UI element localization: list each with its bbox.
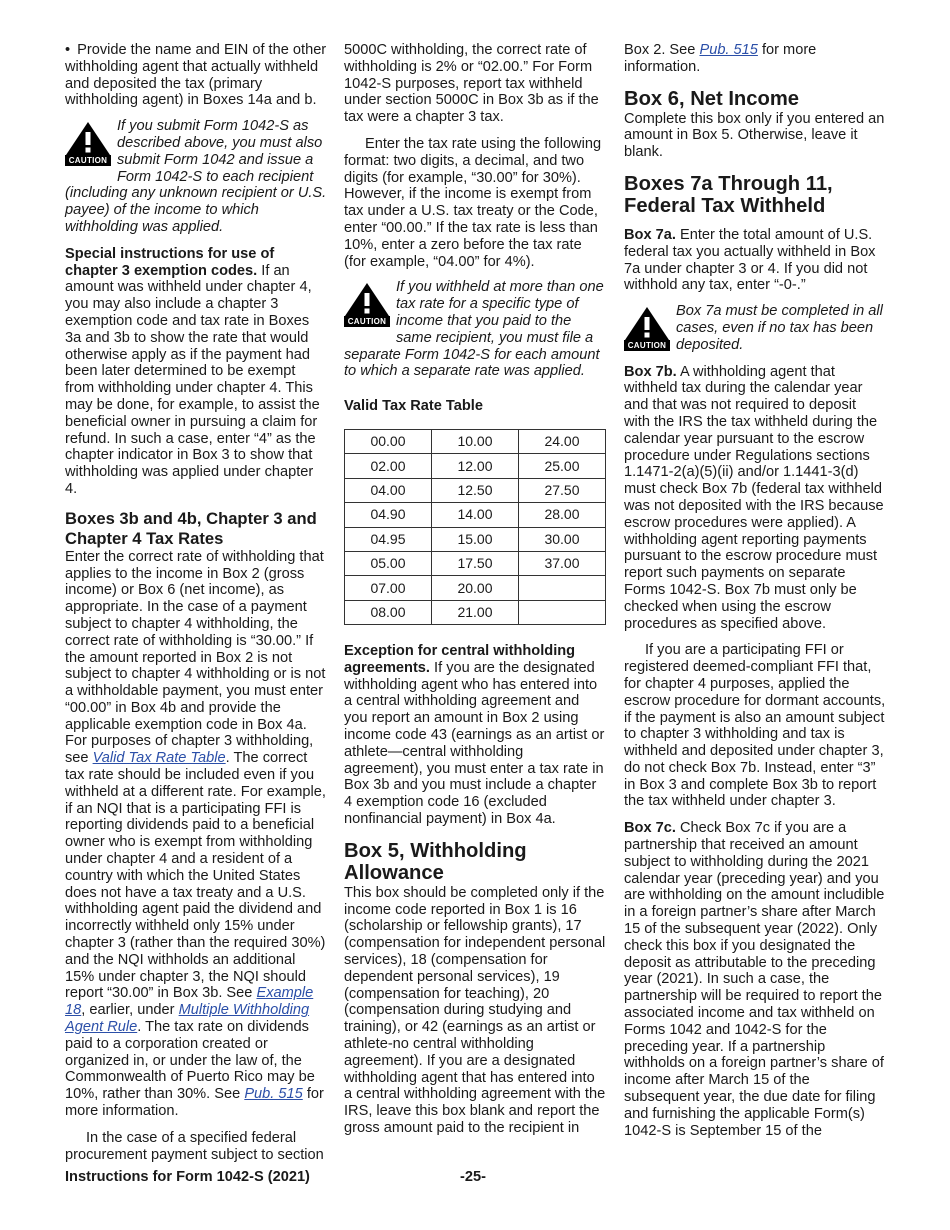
table-row [345, 527, 606, 551]
paragraph: Box 2. See Pub. 515 for more information. [624, 42, 817, 75]
table-cell: 27.50 [519, 478, 606, 502]
pub-515-link[interactable]: Pub. 515 [699, 42, 758, 58]
box-7c-paragraph: Box 7c. Check Box 7c if you are a partnership that received an amount subject to withholding during the 2021 calendar year (preceding year) and you are withholding on the amount includible in a foreign partner’s share after March 15 of the subsequent year (2022). Only check this box if you designated the deposit as attributable to the preceding year (2021). In such a case, the partnership will be required to report the associated income and tax withheld on Forms 1042 and 1042-S for the preceding year. If a partnership withholds on a foreign partner’s share of income after March 15 of the subsequent year, the due date for filing and furnishing the applicable Form(s) 1042-S is September 15 of the [624, 820, 885, 1139]
table-cell: 25.00 [519, 454, 606, 478]
run-in-heading: Box 7b. [624, 363, 677, 380]
section-heading: Boxes 3b and 4b, Chapter 3 and Chapter 4 Tax Rates [65, 508, 317, 548]
paragraph: 5000C withholding, the correct rate of withholding is 2% or “02.00.” For Form 1042-S purposes, report tax withheld under section 5000C in Box 3b as if the tax were a chapter 3 tax. [344, 42, 599, 126]
table-cell: 00.00 [345, 429, 432, 453]
table-cell: 37.00 [519, 551, 606, 575]
caution-label: CAUTION [65, 155, 111, 166]
section-heading: Box 6, Net Income [624, 87, 800, 110]
column-2 [344, 42, 606, 1137]
valid-tax-rate-table [344, 429, 606, 625]
valid-tax-rate-table-link[interactable]: Valid Tax Rate Table [92, 750, 226, 767]
run-in-heading: Exception for central withholding agreements. [344, 643, 576, 676]
table-row [345, 454, 606, 478]
table-cell: 04.95 [345, 527, 432, 551]
table-cell: 05.00 [345, 551, 432, 575]
table-cell: 17.50 [432, 551, 519, 575]
caution-note-2 [344, 279, 606, 380]
table-cell [519, 600, 606, 624]
paragraph: If you are a participating FFI or registered deemed-compliant FFI that, for chapter 4 purposes, applied the escrow procedure for dormant accounts, if the payment is also an amount subject to chapter 3 withholding and tax is withheld and deposited under chapter 3, do not check Box 7b. Instead, enter “3” in Box 3 and complete Box 3b to report the tax withheld under chapter 3. [624, 642, 886, 810]
column-1 [65, 42, 327, 1163]
box-7a-paragraph: Box 7a. Enter the total amount of U.S. federal tax you actually withheld in Box 7a under chapter 3 or 4. If you did not withhold any tax, enter “-0-.” [624, 226, 876, 294]
table-cell: 12.00 [432, 454, 519, 478]
box-7b-paragraph: Box 7b. A withholding agent that withheld tax during the calendar year and that was not required to deposit with the IRS the tax withheld during the calendar year pursuant to the escrow procedure under Regulations sections 1.1471-2(a)(5)(ii) and/or 1.1441-3(d) must check Box 7b (federal tax withheld was not deposited with the IRS because escrow procedures were applied). A withholding agent reporting payments pursuant to the escrow procedure must report such payments on separate Forms 1042-S. Box 7b must only be checked when using the escrow procedures as specified above. [624, 363, 884, 632]
table-row [345, 576, 606, 600]
pub-515-link[interactable]: Pub. 515 [244, 1086, 303, 1103]
caution-text: If you submit Form 1042-S as described above, you must also submit Form 1042 and issue a Form 1042-S to each recipient (including any unknown recipient or U.S. payee) of the income to which withholding was applied. [65, 118, 327, 235]
page-number: -25- [460, 1169, 486, 1185]
caution-icon [624, 306, 670, 354]
caution-icon [344, 282, 390, 330]
table-row [345, 600, 606, 624]
table-cell: 28.00 [519, 503, 606, 527]
run-in-heading: Box 7c. [624, 820, 676, 837]
section-heading: Box 5, Withholding Allowance [344, 839, 527, 884]
table-row [345, 478, 606, 502]
table-cell: 08.00 [345, 600, 432, 624]
table-cell: 04.00 [345, 478, 432, 502]
table-cell: 07.00 [345, 576, 432, 600]
multiple-withholding-agent-rule-link[interactable]: Multiple Withholding Agent Rule [65, 1002, 310, 1036]
exception-paragraph: Exception for central withholding agreements. If you are the designated withholding agent who has entered into a central withholding agreement and you report an amount in Box 2 using income code 43 (earnings as an artist or athlete—central withholding agreement), you must enter a tax rate in Box 3b and you must include a chapter 4 exemption code 16 (excluded nonfinancial payment) in Box 4a. [344, 643, 605, 828]
table-row [345, 503, 606, 527]
section-heading: Boxes 7a Through 11, Federal Tax Withheld [624, 172, 833, 217]
caution-text: If you withheld at more than one tax rate for a specific type of income that you paid to the same recipient, you must file a separate Form 1042-S for each amount to which a separate rate was applied. [344, 279, 604, 380]
table-cell: 15.00 [432, 527, 519, 551]
caution-icon [65, 121, 111, 169]
footer-title: Instructions for Form 1042-S (2021) [65, 1169, 310, 1185]
table-cell: 04.90 [345, 503, 432, 527]
table-cell: 10.00 [432, 429, 519, 453]
paragraph: This box should be completed only if the income code reported in Box 1 is 16 (scholarship or fellowship grants), 17 (compensation for independent personal services), 18 (compensation for dependent personal services), 19 (compensation for teaching), 20 (compensation during studying and training), or 42 (earnings as an artist or athlete-no central withholding agreement). If you are a designated withholding agent that has entered into a central withholding agreement with the IRS, leave this box blank and report the gross amount paid to the recipient in [344, 884, 606, 1136]
run-in-heading: Box 7a. [624, 226, 676, 243]
table-cell: 30.00 [519, 527, 606, 551]
caution-note-1 [65, 118, 327, 236]
paragraph: Enter the tax rate using the following format: two digits, a decimal, and two digits (for example, “30.00” for 30%). However, if the income is exempt from tax under a U.S. tax treaty or the Code, enter “00.00.” If the tax rate is less than 10%, enter a zero before the tax rate (for example, “04.00” for 4%). [344, 135, 602, 270]
caution-label: CAUTION [624, 340, 670, 351]
table-cell: 02.00 [345, 454, 432, 478]
tax-rates-paragraph: Enter the correct rate of withholding that applies to the income in Box 2 (gross income) or Box 6 (net income), as appropriate. In the case of a payment subject to chapter 4 withholding, the correct rate of withholding is “30.00.” If the amount reported in Box 2 is not subject to chapter 4 withholding or is not a withholdable payment, you must enter “00.00” in Box 4b and provide the applicable exemption code in Box 4a. For purposes of chapter 3 withholding, see Valid Tax Rate Table. The correct tax rate should be included even if you withheld at a different rate. For example, if an NQI that is a participating FFI is reporting dividends paid to a beneficial owner who is exempt from withholding under chapter 4 and a resident of a country with which the United States does not have a tax treaty and a U.S. withholding agent paid the dividend and incorrectly withheld only 15% under chapter 3 (rather than the required 30%) and the NQI withholds an additional 15% under chapter 3, the NQI should report “30.00” in Box 3b. See Example 18, earlier, under Multiple Withholding Agent Rule. The tax rate on dividends paid to a corporation created or organized in, or under the law of, the Commonwealth of Puerto Rico may be 10%, rather than 30%. See Pub. 515 for more information. [65, 548, 326, 1120]
caution-text: Box 7a must be completed in all cases, even if no tax has been deposited. [676, 303, 883, 353]
table-cell [519, 576, 606, 600]
table-title: Valid Tax Rate Table [344, 398, 483, 415]
table-row [345, 429, 606, 453]
example-18-link[interactable]: Example 18 [65, 985, 314, 1019]
caution-note-3 [624, 303, 886, 353]
table-cell: 12.50 [432, 478, 519, 502]
paragraph: Complete this box only if you entered an amount in Box 5. Otherwise, leave it blank. [624, 110, 885, 161]
special-instructions-paragraph: Special instructions for use of chapter 3 exemption codes. If an amount was withheld under chapter 4, you may also include a chapter 3 exemption code and tax rate in Boxes 3a and 3b to show the rate that would otherwise apply as if the payment had been later determined to be exempt from withholding under chapter 4. This may be done, for example, to assist the beneficial owner in pursuing a claim for refund. In such a case, enter “4” as the chapter indicator in Box 3 to show that withholding was applied under chapter 4. [65, 245, 320, 497]
bullet-item: • Provide the name and EIN of the other withholding agent that actually withheld and deposited the tax (primary withholding agent) in Boxes 14a and b. [65, 42, 327, 109]
table-cell: 20.00 [432, 576, 519, 600]
table-row [345, 551, 606, 575]
table-cell: 24.00 [519, 429, 606, 453]
column-3 [624, 42, 886, 1139]
caution-label: CAUTION [344, 316, 390, 327]
paragraph: In the case of a specified federal procurement payment subject to section [65, 1129, 324, 1163]
table-cell: 14.00 [432, 503, 519, 527]
run-in-heading: Special instructions for use of chapter 3 exemption codes. [65, 245, 275, 279]
table-cell: 21.00 [432, 600, 519, 624]
